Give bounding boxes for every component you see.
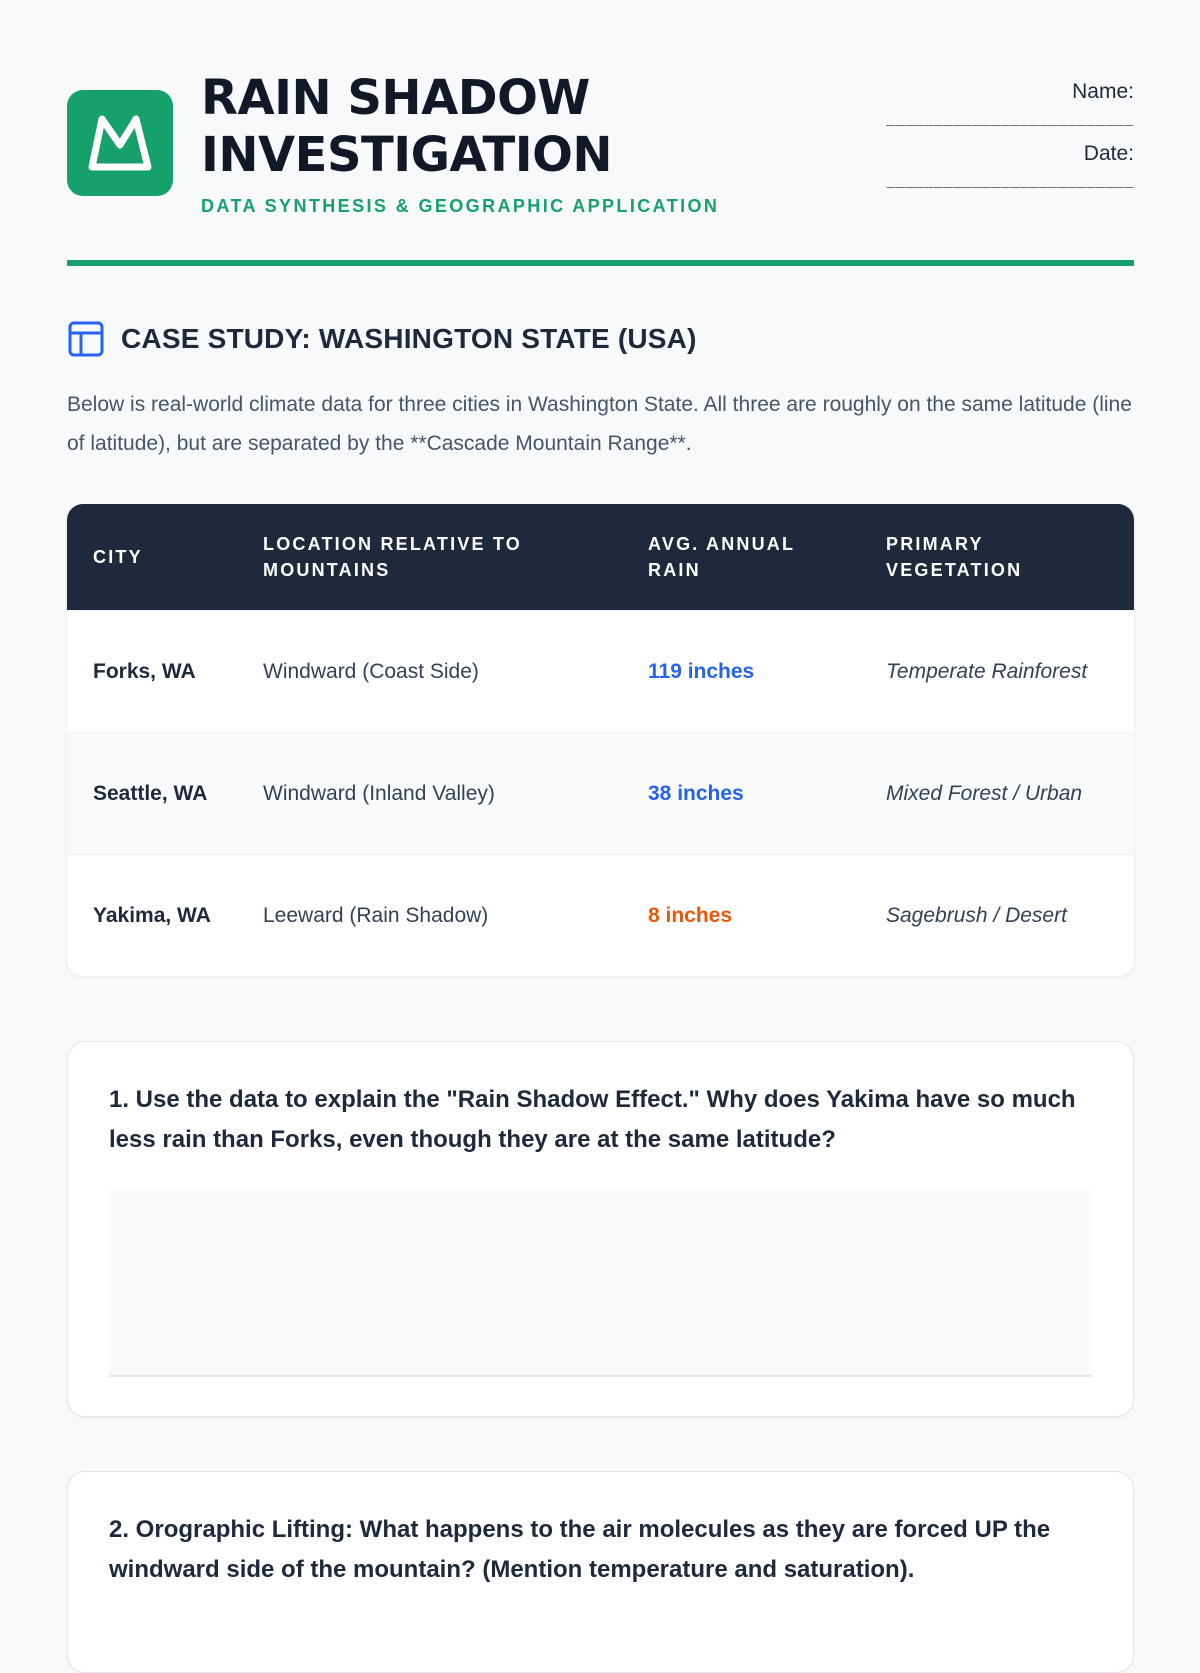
case-study-heading (67, 320, 697, 358)
column-header-rain: AVG. ANNUAL RAIN (648, 533, 795, 580)
city-cell: Seattle, WA (93, 781, 208, 805)
table-row (67, 610, 1134, 732)
location-cell: Leeward (Rain Shadow) (263, 903, 489, 927)
table-header-row (67, 504, 1134, 610)
title-line-2: INVESTIGATION (201, 127, 613, 183)
column-header-location: LOCATION RELATIVE TO MOUNTAINS (263, 533, 522, 580)
location-cell: Windward (Inland Valley) (263, 781, 495, 805)
vegetation-cell: Sagebrush / Desert (886, 903, 1067, 927)
date-field[interactable]: __________________________ (886, 170, 1134, 188)
table-icon (67, 320, 105, 358)
date-label: Date: (1083, 142, 1134, 165)
column-header-city: CITY (93, 546, 143, 567)
question-1-text: 1. Use the data to explain the "Rain Shadow Effect." Why does Yakima have so much less rain than Forks, even though they are at the same latitude? (109, 1086, 1076, 1153)
vegetation-cell: Temperate Rainforest (886, 659, 1088, 683)
name-label: Name: (1072, 80, 1134, 103)
rain-cell: 38 inches (648, 781, 744, 805)
column-header-vegetation: PRIMARY VEGETATION (886, 533, 1023, 580)
name-field[interactable]: __________________________ (886, 108, 1134, 126)
city-cell: Yakima, WA (93, 903, 211, 927)
city-cell: Forks, WA (93, 659, 196, 683)
section-title: CASE STUDY: WASHINGTON STATE (USA) (121, 323, 697, 354)
question-2-text: 2. Orographic Lifting: What happens to the air molecules as they are forced UP the windward side of the mountain? (Mention temperature and saturation). (109, 1516, 1051, 1583)
table-row (67, 854, 1134, 976)
header-divider (67, 260, 1134, 266)
question-card-2 (67, 1471, 1134, 1673)
question-card-1 (67, 1041, 1134, 1417)
answer-area-1[interactable] (109, 1190, 1092, 1377)
location-cell: Windward (Coast Side) (263, 659, 479, 683)
page-subtitle: DATA SYNTHESIS & GEOGRAPHIC APPLICATION (201, 196, 720, 216)
rain-cell: 119 inches (648, 659, 755, 683)
vegetation-cell: Mixed Forest / Urban (886, 781, 1083, 805)
case-study-intro: Below is real-world climate data for three cities in Washington State. All three are roughly on the same latitude (line of latitude), but are separated by the **Cascade Mountain Range**. (67, 393, 1132, 455)
worksheet-header (67, 70, 1134, 220)
page-title (201, 70, 612, 184)
climate-data-table (67, 504, 1134, 976)
rain-cell: 8 inches (648, 903, 733, 927)
mountain-icon (67, 90, 173, 196)
student-fields (824, 78, 1134, 202)
title-line-1: RAIN SHADOW (201, 70, 590, 126)
table-row (67, 732, 1134, 854)
